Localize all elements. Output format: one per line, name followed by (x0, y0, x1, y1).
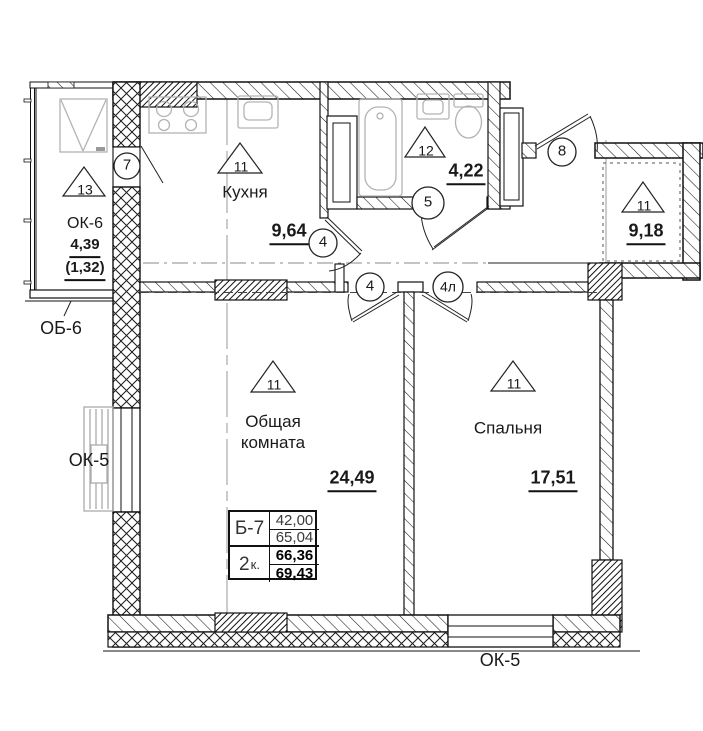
room-area-living: 24,49 (327, 466, 376, 492)
window-opening-bottom (448, 615, 553, 647)
window-label-bottom: ОК-5 (479, 649, 521, 670)
glazing-tick (24, 159, 31, 162)
marker-number-bedroom: 11 (506, 375, 522, 392)
entry-door-panel (504, 113, 519, 200)
apartment-area-4: 69,43 (275, 564, 314, 582)
bathtub-icon (359, 99, 402, 196)
ob6-leader-line (64, 301, 71, 316)
axis-lines (143, 99, 606, 648)
room-area-bathroom: 4,22 (446, 159, 485, 185)
window-icon (60, 99, 107, 152)
wall-bedroom-east (600, 300, 613, 560)
glazing-tick (24, 281, 31, 284)
window-label-left: ОК-5 (68, 449, 110, 470)
apartment-area-3: 66,36 (270, 547, 319, 565)
wall-door-pillar (398, 282, 423, 292)
room-label-bedroom: Спальня (473, 418, 543, 438)
wall-bottom-right-outer (553, 632, 620, 647)
window-opening-left (113, 408, 140, 512)
apartment-unit: Б-7 (230, 512, 270, 547)
panel-7-leader-line (141, 146, 163, 183)
room-label-kitchen: Кухня (222, 182, 268, 202)
wall-pilaster-bottom (215, 613, 287, 632)
door-mark-entry: 8 (557, 142, 567, 160)
wall-loggia-east (683, 143, 700, 280)
toilet-icon (454, 94, 483, 138)
balcony-area: 4,39 (69, 236, 100, 258)
apartment-rooms (230, 547, 270, 582)
wall-bath-east (488, 82, 500, 209)
balcony-bottom-wall (30, 290, 114, 298)
balcony-area-coeff: (1,32) (64, 259, 105, 281)
bath-door-leaf (333, 123, 350, 202)
marker-number-kitchen: 11 (233, 158, 249, 175)
wall-bottom-right (553, 615, 620, 632)
apartment-rooms-count: 2 (239, 553, 250, 575)
balcony-door-label: ОБ-6 (40, 317, 82, 338)
wall-block-right-top (588, 263, 622, 300)
wall-left-upper (113, 82, 140, 147)
room-label-living: Общая комната (240, 411, 306, 452)
kitchen-sink-icon (238, 96, 278, 128)
apartment-area-2: 65,04 (270, 530, 319, 548)
wall-pilaster-top (215, 280, 287, 300)
wall-living-bedroom (404, 292, 414, 615)
wall-hall-left (140, 282, 215, 292)
balcony-window-label: ОК-6 (67, 215, 103, 232)
glazing-tick (24, 219, 31, 222)
room-area-bedroom: 17,51 (528, 466, 577, 492)
wall-hall-right (477, 282, 588, 292)
room-area-kitchen: 9,64 (269, 219, 308, 245)
panel-mark-7: 7 (122, 156, 132, 174)
marker-number-bathroom: 12 (418, 142, 434, 159)
door-mark-bedroom: 4л (440, 278, 456, 295)
door-mark-kitchen: 4 (318, 233, 328, 251)
apartment-rooms-unit: к. (250, 557, 260, 572)
marker-number-living: 11 (266, 376, 282, 393)
marker-number-balcony: 13 (77, 181, 93, 198)
door-mark-living: 4 (365, 277, 375, 295)
entry-hinge-stub (522, 143, 536, 158)
wall-left-middle (113, 187, 140, 408)
apartment-area-1: 42,00 (270, 512, 319, 530)
walls (103, 82, 703, 651)
wall-bottom-left-outer (108, 632, 448, 647)
glazing-tick (24, 99, 31, 102)
room-area-loggia: 9,18 (626, 219, 665, 245)
marker-number-loggia: 11 (636, 197, 652, 214)
apartment-info-table (228, 510, 317, 580)
door-mark-bathroom: 5 (423, 193, 433, 211)
